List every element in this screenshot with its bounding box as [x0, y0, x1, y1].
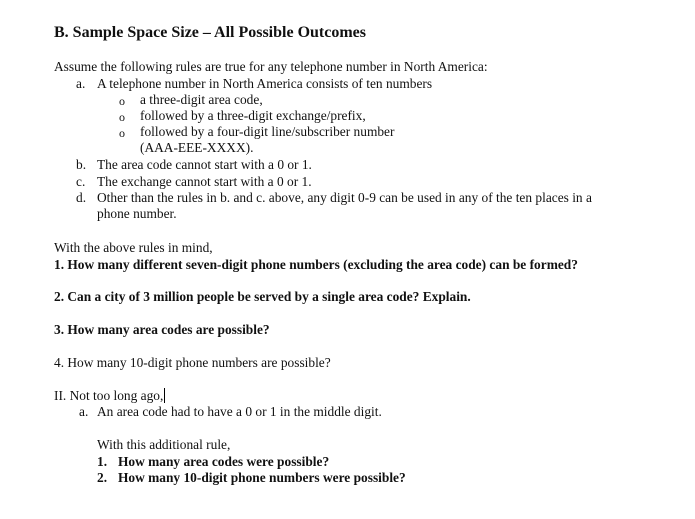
rule-c-marker: c.: [76, 174, 86, 189]
part-two-heading[interactable]: [54, 388, 165, 404]
intro-text: Assume the following rules are true for any telephone number in North America:: [54, 59, 488, 74]
rule-a-subitem: a three-digit area code,: [140, 92, 263, 107]
number-format: (AAA-EEE-XXXX).: [140, 140, 254, 155]
part-two-lead-in: With this additional rule,: [97, 437, 231, 452]
question-4: 4. How many 10-digit phone numbers are possible?: [54, 355, 331, 370]
section-title: B. Sample Space Size – All Possible Outcomes: [54, 24, 366, 41]
part-two-question-2: How many 10-digit phone numbers were possible?: [118, 470, 406, 485]
part-two-item-a-marker: a.: [79, 404, 89, 419]
rule-a-marker: a.: [76, 76, 86, 91]
part-two-question-2-marker: 2.: [97, 470, 108, 485]
rule-d-marker: d.: [76, 190, 87, 205]
rule-a-subitem: followed by a four-digit line/subscriber number: [140, 124, 395, 139]
part-two-question-1: How many area codes were possible?: [118, 454, 330, 469]
part-two-heading-text: II. Not too long ago,: [54, 388, 164, 403]
question-2: 2. Can a city of 3 million people be served by a single area code? Explain.: [54, 289, 471, 304]
part-two-question-1-marker: 1.: [97, 454, 108, 469]
question-3: 3. How many area codes are possible?: [54, 322, 270, 337]
bullet-icon: o: [119, 126, 125, 140]
rule-d-text-continued: phone number.: [97, 206, 177, 221]
part-two-item-a-text: An area code had to have a 0 or 1 in the middle digit.: [97, 404, 382, 419]
rule-b-text: The area code cannot start with a 0 or 1.: [97, 157, 312, 172]
lead-in-text: With the above rules in mind,: [54, 240, 213, 255]
bullet-icon: o: [119, 110, 125, 124]
rule-c-text: The exchange cannot start with a 0 or 1.: [97, 174, 312, 189]
rule-d-text: Other than the rules in b. and c. above, any digit 0-9 can be used in any of the ten places in a: [97, 190, 592, 205]
rule-a-text: A telephone number in North America consists of ten numbers: [97, 76, 433, 91]
rule-b-marker: b.: [76, 157, 87, 172]
question-1: 1. How many different seven-digit phone numbers (excluding the area code) can be formed?: [54, 257, 578, 272]
bullet-icon: o: [119, 94, 125, 108]
rule-a-subitem: followed by a three-digit exchange/prefix,: [140, 108, 366, 123]
text-cursor: [164, 388, 165, 403]
